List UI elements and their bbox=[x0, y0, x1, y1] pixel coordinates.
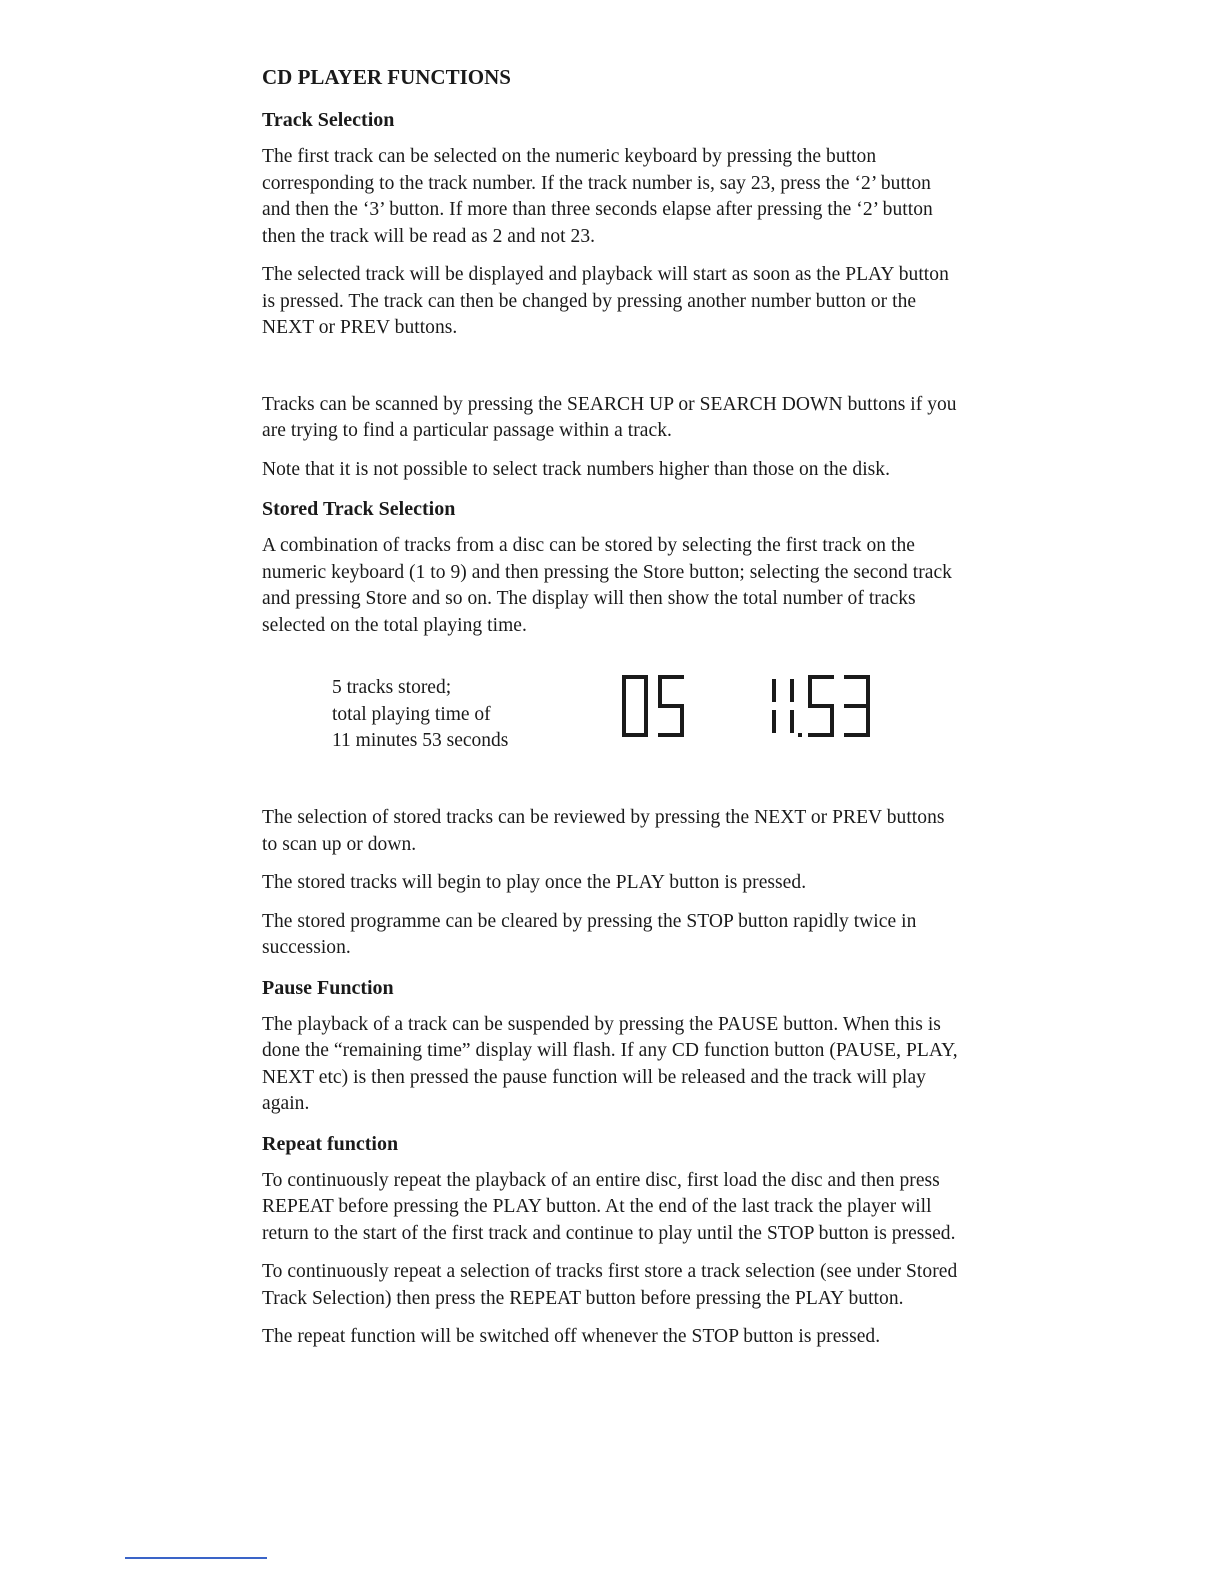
lcd-segment bbox=[808, 675, 812, 706]
heading-track-selection: Track Selection bbox=[262, 109, 395, 131]
lcd-segment bbox=[790, 710, 794, 733]
lcd-segment bbox=[830, 706, 834, 737]
caption-line: 11 minutes 53 seconds bbox=[332, 730, 509, 751]
lcd-segment bbox=[844, 733, 870, 737]
paragraph: A combination of tracks from a disc can be stored by selecting the first track on the numeric keyboard (1 to 9) and then pressing the Store button; selecting the second track and pressing Store and so on. The display will then show the total number of tracks selected on the total playing time. bbox=[262, 535, 952, 636]
lcd-segment bbox=[622, 675, 626, 706]
paragraph: To continuously repeat the playback of an entire disc, first load the disc and then press REPEAT before pressing the PLAY button. At the end of the last track the player will return to the start of the first track and continue to play until the STOP button is pressed. bbox=[262, 1169, 956, 1244]
paragraph: The selection of stored tracks can be reviewed by pressing the NEXT or PREV buttons to scan up or down. bbox=[262, 807, 945, 855]
caption-line: total playing time of bbox=[332, 703, 491, 725]
lcd-display bbox=[612, 669, 872, 749]
lcd-segment bbox=[644, 706, 648, 737]
spacer bbox=[262, 354, 962, 392]
lcd-segment bbox=[644, 675, 648, 706]
footer-rule bbox=[125, 1557, 267, 1559]
paragraph: The playback of a track can be suspended by pressing the PAUSE button. When this is done the “remaining time” display will flash. If any CD function button (PAUSE, PLAY, NEXT etc) is then pressed the pause function will be released and the track will play again. bbox=[262, 1013, 958, 1114]
lcd-segment bbox=[658, 733, 684, 737]
lcd-decimal-point bbox=[798, 733, 802, 737]
heading-stored-track-selection: Stored Track Selection bbox=[262, 498, 456, 520]
display-caption bbox=[332, 675, 508, 755]
page-title: CD PLAYER FUNCTIONS bbox=[262, 65, 511, 89]
lcd-segment bbox=[622, 706, 626, 737]
lcd-segment bbox=[866, 706, 870, 737]
paragraph: Note that it is not possible to select track numbers higher than those on the disk. bbox=[262, 458, 891, 480]
manual-page bbox=[262, 62, 962, 1363]
caption-line: 5 tracks stored; bbox=[332, 677, 452, 698]
lcd-segments bbox=[622, 675, 870, 737]
lcd-segment bbox=[844, 704, 870, 708]
lcd-segment bbox=[772, 710, 776, 733]
lcd-segment bbox=[680, 706, 684, 737]
paragraph: To continuously repeat a selection of tracks first store a track selection (see under Stored Track Selection) then press the REPEAT button before pressing the PLAY button. bbox=[262, 1261, 958, 1309]
lcd-segment bbox=[790, 679, 794, 702]
lcd-segment bbox=[866, 675, 870, 706]
heading-repeat-function: Repeat function bbox=[262, 1132, 399, 1155]
lcd-segment bbox=[772, 679, 776, 702]
heading-pause-function: Pause Function bbox=[262, 976, 394, 999]
paragraph: The selected track will be displayed and playback will start as soon as the PLAY button is pressed. The track can then be changed by pressing another number button or the NEXT or PREV buttons. bbox=[262, 264, 949, 338]
lcd-segment bbox=[808, 733, 834, 737]
lcd-segment bbox=[658, 704, 684, 708]
display-example bbox=[262, 669, 962, 779]
paragraph: The stored tracks will begin to play once the PLAY button is pressed. bbox=[262, 872, 807, 893]
lcd-segment bbox=[808, 704, 834, 708]
paragraph: The first track can be selected on the numeric keyboard by pressing the button corresponding to the track number. If the track number is, say 23, press the ‘2’ button and then the ‘3’ button. If more than three seconds elapse after pressing the ‘2’ button then the track will be read as 2 and not 23. bbox=[262, 146, 933, 247]
paragraph: Tracks can be scanned by pressing the SEARCH UP or SEARCH DOWN buttons if you are trying to find a particular passage within a track. bbox=[262, 393, 957, 441]
paragraph: The stored programme can be cleared by pressing the STOP button rapidly twice in succession. bbox=[262, 910, 917, 958]
lcd-segment bbox=[658, 675, 662, 706]
paragraph: The repeat function will be switched off whenever the STOP button is pressed. bbox=[262, 1326, 881, 1347]
